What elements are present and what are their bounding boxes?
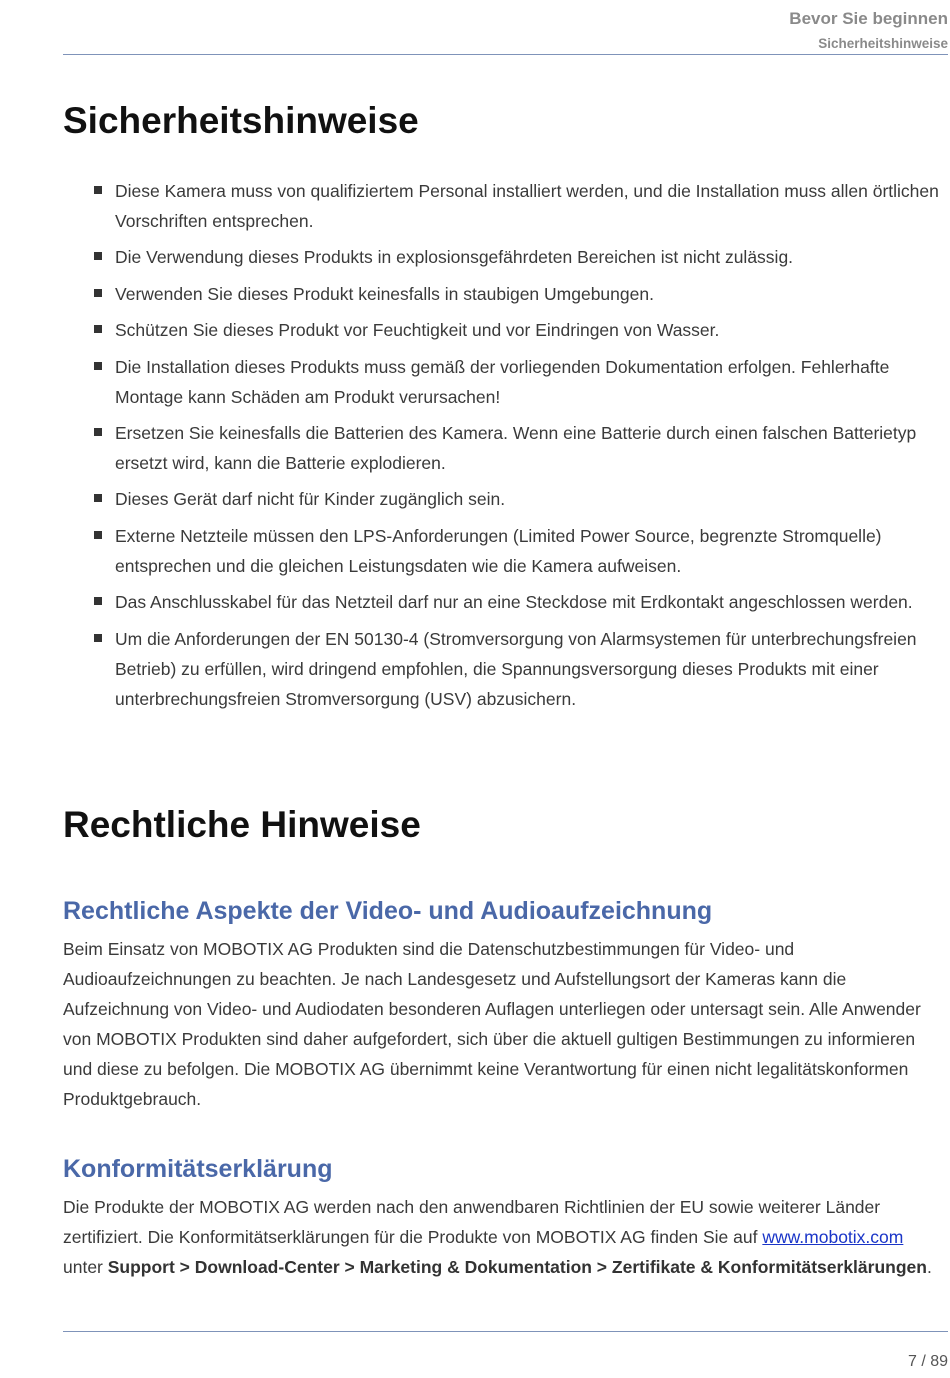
conformity-text-between: unter <box>63 1256 108 1277</box>
list-item <box>63 242 945 272</box>
safety-title: Sicherheitshinweise <box>63 100 419 141</box>
list-item-text: Die Installation dieses Produkts muss gemäß der vorliegenden Dokumentation erfolgen. Fehlerhafte Montage kann Schäden am Produkt verursachen! <box>115 356 890 407</box>
bullet-square-icon <box>94 531 102 539</box>
list-item-text: Die Verwendung dieses Produkts in explosionsgefährdeten Bereichen ist nicht zulässig. <box>115 247 794 268</box>
page-number: 7 / 89 <box>907 1353 948 1370</box>
conformity-paragraph <box>63 1192 945 1282</box>
bullet-square-icon <box>94 634 102 642</box>
mobotix-website-link[interactable]: www.mobotix.com <box>762 1226 904 1247</box>
page-content <box>63 96 945 1282</box>
list-item-text: Verwenden Sie dieses Produkt keinesfalls in staubigen Umgebungen. <box>115 283 654 304</box>
header-section: Sicherheitshinweise <box>818 36 948 51</box>
bullet-square-icon <box>94 494 102 502</box>
running-header <box>789 8 948 54</box>
list-item-text: Das Anschlusskabel für das Netzteil darf nur an eine Steckdose mit Erdkontakt angeschlossen werden. <box>115 592 913 613</box>
conformity-text: Die Produkte der MOBOTIX AG werden nach den anwendbaren Richtlinien der EU sowie weiterer Länder zertifiziert. Die Konformitätserklärungen für die Produkte von MOBOTIX AG finden Sie auf <box>63 1196 881 1247</box>
list-item <box>63 279 945 309</box>
list-item <box>63 484 945 514</box>
list-item-text: Externe Netzteile müssen den LPS-Anforderungen (Limited Power Source, begrenzte Stromquelle) entsprechen und die gleichen Leistungsdaten wie die Kamera aufweisen. <box>115 525 882 576</box>
safety-list <box>63 176 945 714</box>
recording-paragraph: Beim Einsatz von MOBOTIX AG Produkten sind die Datenschutzbestimmungen für Video- und Audioaufzeichnungen zu beachten. Je nach Landesgesetz und Aufstellungsort der Kameras kann die Aufzeichnung von Video- und Audiodaten besonderen Auflagen unterliegen oder untersagt sein. Alle Anwender von MOBOTIX Produkten sind daher aufgefordert, sich über die aktuell gultigen Bestimmungen zu informieren und diese zu befolgen. Die MOBOTIX AG übernimmt keine Verantwortung für einen nicht legalitätskonformen Produktgebrauch. <box>63 938 921 1109</box>
list-item-text: Dieses Gerät darf nicht für Kinder zugänglich sein. <box>115 489 506 510</box>
list-item <box>63 587 945 617</box>
list-item-text: Diese Kamera muss von qualifiziertem Personal installiert werden, und die Installation muss allen örtlichen Vorschriften entsprechen. <box>115 181 939 231</box>
download-center-path: Support > Download-Center > Marketing & Dokumentation > Zertifikate & Konformitätserklärungen <box>107 1256 927 1277</box>
list-item-text: Ersetzen Sie keinesfalls die Batterien des Kamera. Wenn eine Batterie durch einen falschen Batterietyp ersetzt wird, kann die Batterie explodieren. <box>115 422 917 473</box>
list-item <box>63 418 945 478</box>
header-rule <box>63 54 948 55</box>
conformity-text-end: . <box>926 1256 932 1277</box>
list-item <box>63 176 945 236</box>
list-item <box>63 624 945 714</box>
legal-title: Rechtliche Hinweise <box>63 803 421 845</box>
list-item-text: Um die Anforderungen der EN 50130-4 (Stromversorgung von Alarmsystemen für unterbrechungsfreien Betrieb) zu erfüllen, wird dringend empfohlen, die Spannungsversorgung dieses Produkts mit einer unterbrechungsfreien Stromversorgung (USV) abzusichern. <box>115 628 917 709</box>
list-item <box>63 315 945 345</box>
bullet-square-icon <box>94 362 102 370</box>
list-item <box>63 352 945 412</box>
bullet-square-icon <box>94 597 102 605</box>
bullet-square-icon <box>94 252 102 260</box>
list-item-text: Schützen Sie dieses Produkt vor Feuchtigkeit und vor Eindringen von Wasser. <box>115 320 720 341</box>
bullet-square-icon <box>94 325 102 333</box>
list-item <box>63 521 945 581</box>
bullet-square-icon <box>94 186 102 194</box>
conformity-heading: Konformitätserklärung <box>63 1154 333 1183</box>
bullet-square-icon <box>94 428 102 436</box>
header-chapter: Bevor Sie beginnen <box>789 9 948 28</box>
footer-rule <box>63 1331 948 1332</box>
bullet-square-icon <box>94 289 102 297</box>
recording-heading: Rechtliche Aspekte der Video- und Audioaufzeichnung <box>63 896 713 925</box>
